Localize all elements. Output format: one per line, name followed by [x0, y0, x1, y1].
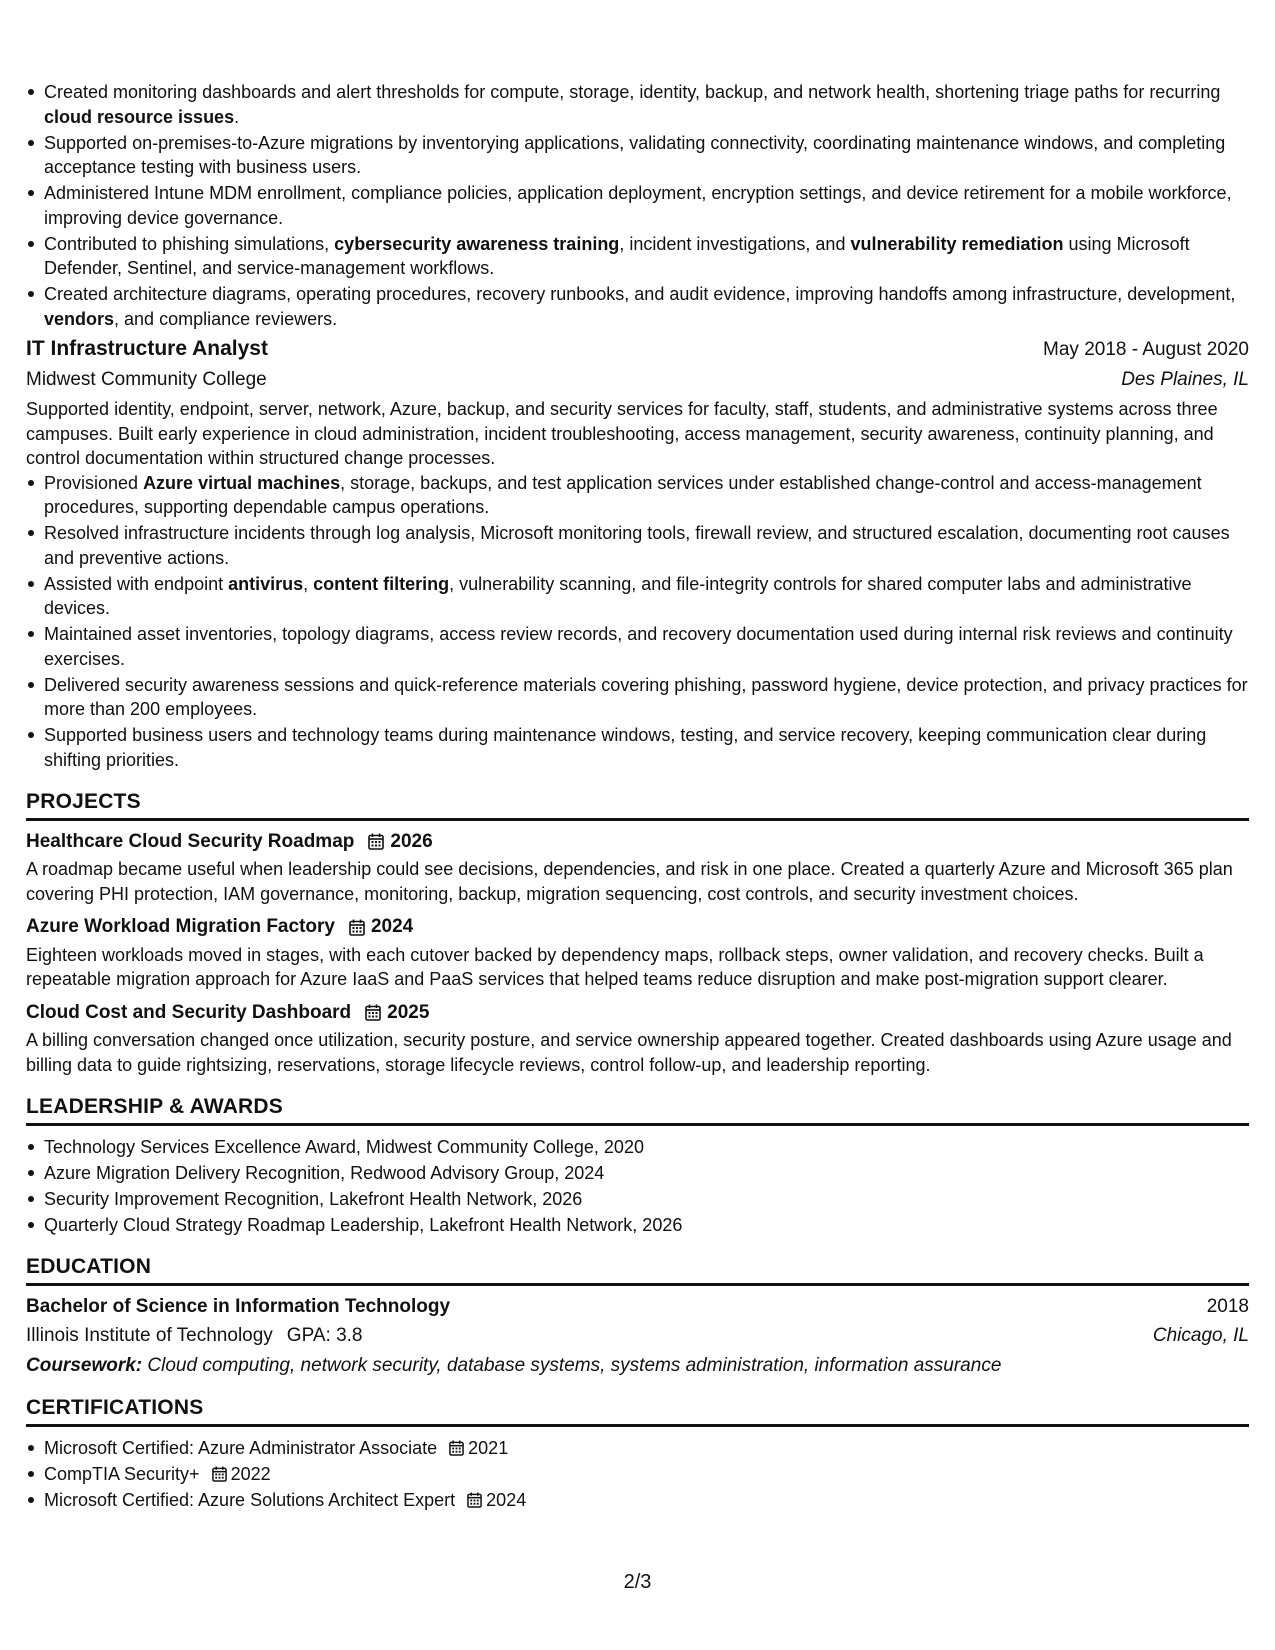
- award-item: Technology Services Excellence Award, Midwest Community College, 2020: [26, 1135, 1249, 1160]
- bullet-item: Resolved infrastructure incidents through log analysis, Microsoft monitoring tools, firewall review, and structured escalation, documenting root causes and preventive actions.: [26, 521, 1249, 570]
- education-location: Chicago, IL: [1152, 1325, 1249, 1346]
- calendar-icon: [212, 1466, 227, 1482]
- project-name: Cloud Cost and Security Dashboard: [26, 1001, 352, 1023]
- bold-keyword: vulnerability remediation: [850, 233, 1064, 254]
- certification-name: CompTIA Security+: [44, 1463, 200, 1484]
- bullet-item: Delivered security awareness sessions and quick-reference materials covering phishing, password hygiene, device protection, and privacy practices for more than 200 employees.: [26, 673, 1249, 722]
- education-degree: Bachelor of Science in Information Technology: [26, 1295, 451, 1317]
- certification-item: [26, 1462, 1249, 1487]
- project-header: [26, 915, 1249, 940]
- award-item: Quarterly Cloud Strategy Roadmap Leadership, Lakefront Health Network, 2026: [26, 1213, 1249, 1238]
- projects-heading: PROJECTS: [26, 790, 1249, 821]
- education-coursework: [26, 1354, 1249, 1379]
- certification-item: [26, 1436, 1249, 1461]
- job-bullets: [26, 471, 1249, 773]
- project-name: Azure Workload Migration Factory: [26, 916, 335, 937]
- calendar-icon: [467, 1492, 482, 1508]
- education-school: Illinois Institute of Technology: [26, 1325, 273, 1346]
- bold-keyword: cloud resource issues: [44, 106, 235, 127]
- bullet-item: Contributed to phishing simulations, cybersecurity awareness training, incident investigations, and vulnerability remediation using Microsoft Defender, Sentinel, and service-management workflows.: [26, 232, 1249, 281]
- certification-year: 2022: [230, 1463, 271, 1484]
- bold-keyword: Azure virtual machines: [143, 472, 341, 493]
- bullet-item: Assisted with endpoint antivirus, content filtering, vulnerability scanning, and file-integrity controls for shared computer labs and administrative devices.: [26, 572, 1249, 621]
- page-number: 2/3: [623, 1571, 652, 1593]
- education-header: [26, 1295, 1249, 1320]
- project-description: A roadmap became useful when leadership could see decisions, dependencies, and risk in one place. Created a quarterly Azure and Microsoft 365 plan covering PHI protection, IAM governance, monitoring, backup, migration sequencing, cost controls, and security investment choices.: [26, 859, 1233, 904]
- project-name: Healthcare Cloud Security Roadmap: [26, 830, 355, 852]
- project-year: 2024: [370, 916, 414, 937]
- job-title: IT Infrastructure Analyst: [26, 337, 268, 360]
- job-dates: May 2018 - August 2020: [1043, 339, 1249, 360]
- bullet-item: Administered Intune MDM enrollment, compliance policies, application deployment, encryption settings, and device retirement for a mobile workforce, improving device governance.: [26, 181, 1249, 230]
- bullet-item: Supported on-premises-to-Azure migrations by inventorying applications, validating connectivity, coordinating maintenance windows, and completing acceptance testing with business users.: [26, 131, 1249, 180]
- job-summary: Supported identity, endpoint, server, network, Azure, backup, and security services for faculty, staff, students, and administrative systems across three campuses. Built early experience in cloud administration, incident troubleshooting, access management, security awareness, continuity planning, and control documentation within structured change processes.: [26, 399, 1218, 468]
- bold-keyword: cybersecurity awareness training: [334, 233, 620, 254]
- project-year: 2026: [390, 830, 433, 852]
- certifications-list: [26, 1436, 1249, 1513]
- job-company: Midwest Community College: [26, 368, 267, 390]
- bold-keyword: antivirus: [228, 573, 304, 594]
- bullet-item: Created monitoring dashboards and alert thresholds for compute, storage, identity, backup, and network health, shortening triage paths for recurring cloud resource issues.: [26, 80, 1249, 129]
- bullet-item: Supported business users and technology teams during maintenance windows, testing, and service recovery, keeping communication clear during shifting priorities.: [26, 723, 1249, 772]
- bold-keyword: content filtering: [313, 573, 450, 594]
- project-header: [26, 1001, 1249, 1026]
- certification-name: Microsoft Certified: Azure Administrator Associate: [44, 1437, 438, 1458]
- project-year: 2025: [387, 1001, 430, 1023]
- project-description: Eighteen workloads moved in stages, with each cutover backed by dependency maps, rollback steps, owner validation, and recovery checks. Built a repeatable migration approach for Azure IaaS and PaaS services that helped teams reduce disruption and make post-migration support clearer.: [26, 944, 1204, 989]
- award-item: Azure Migration Delivery Recognition, Redwood Advisory Group, 2024: [26, 1161, 1249, 1186]
- bullet-item: Provisioned Azure virtual machines, storage, backups, and test application services under established change-control and access-management procedures, supporting dependable campus operations.: [26, 471, 1249, 520]
- job-subheader: [26, 368, 1249, 393]
- certifications-heading: CERTIFICATIONS: [26, 1396, 1249, 1427]
- awards-heading: LEADERSHIP & AWARDS: [26, 1095, 1249, 1126]
- calendar-icon: [449, 1440, 464, 1456]
- bullet-item: Maintained asset inventories, topology diagrams, access review records, and recovery documentation used during internal risk reviews and continuity exercises.: [26, 622, 1249, 671]
- education-subheader: [26, 1324, 1249, 1349]
- awards-list: [26, 1135, 1249, 1238]
- calendar-icon: [365, 1004, 381, 1021]
- certification-item: [26, 1488, 1249, 1513]
- job-header: [26, 337, 1249, 363]
- certification-year: 2021: [468, 1437, 509, 1458]
- coursework-text: Cloud computing, network security, database systems, systems administration, information assurance: [142, 1354, 1002, 1376]
- bullet-item: Created architecture diagrams, operating procedures, recovery runbooks, and audit evidence, improving handoffs among infrastructure, development, vendors, and compliance reviewers.: [26, 282, 1249, 331]
- bold-keyword: vendors: [44, 308, 115, 329]
- calendar-icon: [368, 833, 384, 850]
- projects-list: [26, 830, 1249, 1078]
- education-gpa: GPA: 3.8: [286, 1325, 363, 1346]
- coursework-label: Coursework:: [26, 1354, 143, 1376]
- project-header: [26, 830, 1249, 855]
- job-location: Des Plaines, IL: [1121, 368, 1249, 390]
- education-school-line: [26, 1324, 362, 1349]
- previous-job-bullets: [26, 80, 1249, 331]
- award-item: Security Improvement Recognition, Lakefront Health Network, 2026: [26, 1187, 1249, 1212]
- project-description: A billing conversation changed once utilization, security posture, and service ownership appeared together. Created dashboards using Azure usage and billing data to guide rightsizing, reservations, storage lifecycle reviews, control follow-up, and leadership reporting.: [26, 1030, 1232, 1075]
- calendar-icon: [349, 919, 365, 936]
- certification-year: 2024: [486, 1489, 527, 1510]
- education-heading: EDUCATION: [26, 1255, 1249, 1286]
- certification-name: Microsoft Certified: Azure Solutions Architect Expert: [44, 1489, 456, 1510]
- education-year: 2018: [1206, 1295, 1249, 1317]
